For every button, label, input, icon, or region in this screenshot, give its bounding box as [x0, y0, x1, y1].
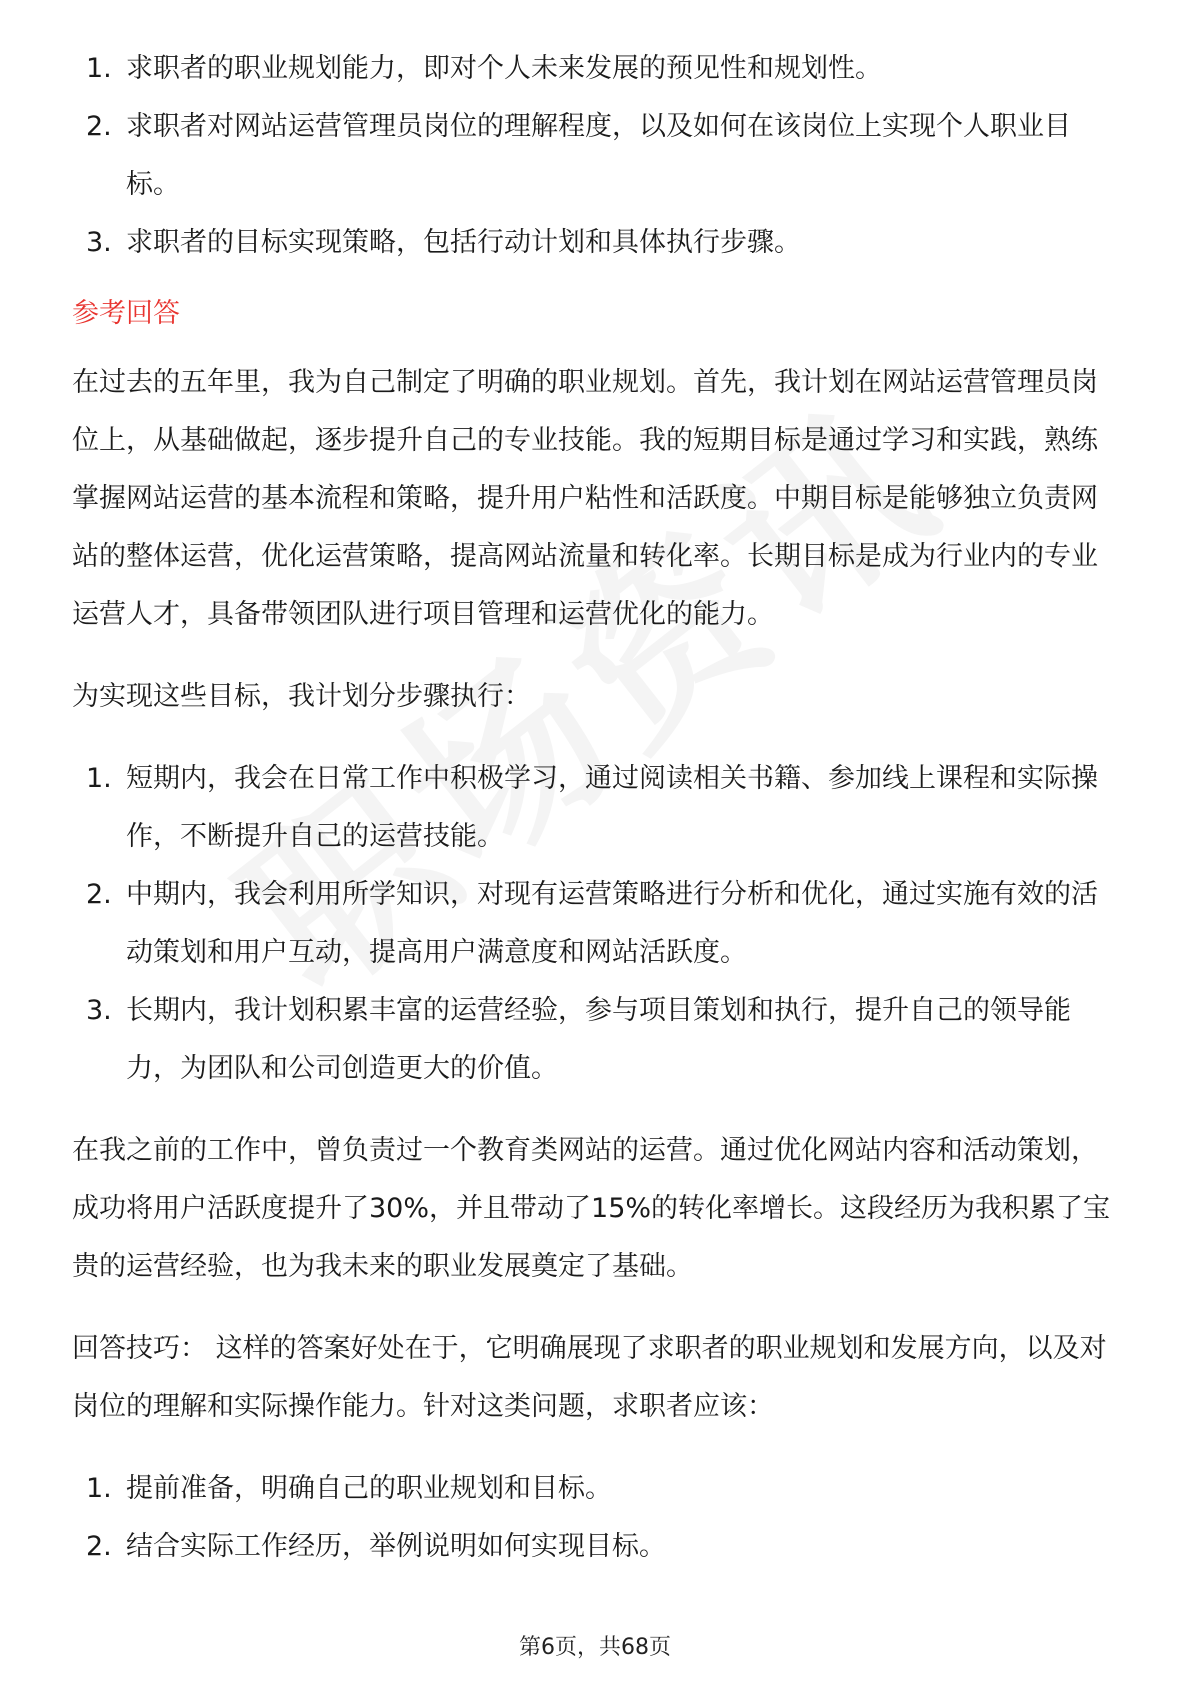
list-text: 结合实际工作经历，举例说明如何实现目标。 [126, 1531, 666, 1562]
answer-paragraph: 在过去的五年里，我为自己制定了明确的职业规划。首先，我计划在网站运营管理员岗位上，从基础做起，逐步提升自己的专业技能。我的短期目标是通过学习和实践，熟练掌握网站运营的基本流程和策略，提升用户粘性和活跃度。中期目标是能够独立负责网站的整体运营，优化运营策略，提高网站流量和转化率。长期目标是成为行业内的专业运营人才，具备带领团队进行项目管理和运营优化的能力。 [72, 367, 1098, 630]
list-item [72, 982, 1122, 1098]
list-item [72, 866, 1122, 982]
tips-paragraph: 回答技巧： 这样的答案好处在于，它明确展现了求职者的职业规划和发展方向，以及对岗位的理解和实际操作能力。针对这类问题，求职者应该： [72, 1333, 1107, 1422]
list-text: 求职者的目标实现策略，包括行动计划和具体执行步骤。 [126, 227, 801, 258]
list-text: 求职者的职业规划能力，即对个人未来发展的预见性和规划性。 [126, 53, 882, 84]
list-number: 2. [86, 1531, 112, 1562]
list-number: 3. [86, 227, 112, 258]
steps-list [72, 750, 1122, 1098]
section-heading: 参考回答 [72, 298, 180, 329]
list-text: 求职者对网站运营管理员岗位的理解程度，以及如何在该岗位上实现个人职业目标。 [126, 111, 1071, 200]
list-item [72, 750, 1122, 866]
page-footer: 第6页，共68页 [519, 1635, 671, 1660]
list-item [72, 1518, 1122, 1576]
list-text: 长期内，我计划积累丰富的运营经验，参与项目策划和执行，提升自己的领导能力，为团队和公司创造更大的价值。 [126, 995, 1071, 1084]
list-number: 1. [86, 53, 112, 84]
list-item [72, 1460, 1122, 1518]
list-item [72, 98, 1122, 214]
list-number: 2. [86, 111, 112, 142]
list-text: 提前准备，明确自己的职业规划和目标。 [126, 1473, 612, 1504]
steps-intro: 为实现这些目标，我计划分步骤执行： [72, 681, 531, 712]
experience-paragraph: 在我之前的工作中，曾负责过一个教育类网站的运营。通过优化网站内容和活动策划，成功将用户活跃度提升了30%，并且带动了15%的转化率增长。这段经历为我积累了宝贵的运营经验，也为我未来的职业发展奠定了基础。 [72, 1135, 1111, 1282]
document-content [72, 40, 1122, 1576]
list-number: 2. [86, 879, 112, 910]
list-text: 短期内，我会在日常工作中积极学习，通过阅读相关书籍、参加线上课程和实际操作，不断提升自己的运营技能。 [126, 763, 1098, 852]
list-number: 1. [86, 1473, 112, 1504]
list-item [72, 214, 1122, 272]
list-number: 3. [86, 995, 112, 1026]
tips-list [72, 1460, 1122, 1576]
list-number: 1. [86, 763, 112, 794]
criteria-list [72, 40, 1122, 272]
list-text: 中期内，我会利用所学知识，对现有运营策略进行分析和优化，通过实施有效的活动策划和用户互动，提高用户满意度和网站活跃度。 [126, 879, 1098, 968]
list-item [72, 40, 1122, 98]
